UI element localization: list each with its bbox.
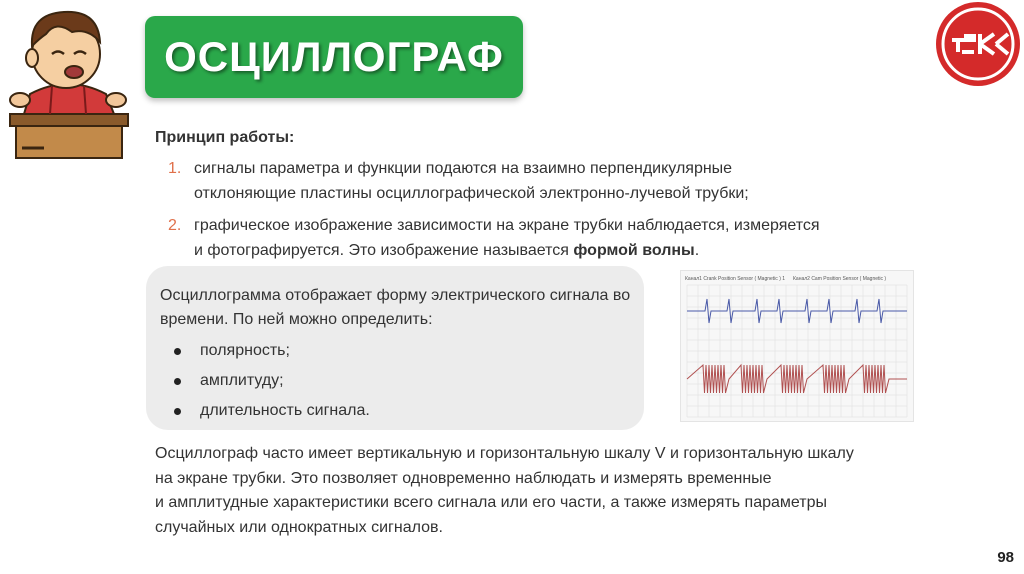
mascot-illustration [2,2,142,162]
page-number: 98 [997,549,1014,566]
list-item-text: . [694,242,700,259]
brand-logo [934,0,1022,88]
list-number: 2. [168,217,182,234]
bullet-icon [174,378,181,385]
description-paragraph [155,442,935,540]
paragraph-line: и амплитудные характеристики всего сигнала или его части, а также измерять параметры [155,494,827,511]
page-title: ОСЦИЛЛОГРАФ [164,33,504,80]
list-item-line: отклоняющие пластины осциллографической электронно-лучевой трубки; [194,185,749,202]
callout-bullet-list [174,336,370,426]
paragraph-line: на экране трубки. Это позволяет одновременно наблюдать и измерять временные [155,469,772,487]
list-item-text: и фотографируется. Это изображение называется [194,242,574,259]
paragraph-line: Осциллограф часто имеет вертикальную и горизонтальную шкалу V и горизонтальную шкалу [155,445,854,462]
bullet-icon [174,408,181,415]
oscillogram-callout [146,266,644,430]
title-banner [145,16,523,98]
principle-list [168,156,928,270]
bullet-text: амплитуду; [200,372,284,389]
principle-heading: Принцип работы: [155,129,295,146]
scope-header-right: Канал2 Cam Position Sensor ( Magnetic ) [793,276,887,282]
bullet-icon [174,348,181,355]
bullet-item [174,336,370,366]
callout-intro: Осциллограмма отображает форму электрического сигнала во времени. По ней можно определить: [160,287,631,328]
bullet-item [174,396,370,426]
paragraph-line: случайных или однократных сигналов. [155,518,443,536]
scope-header-left: Канал1 Crank Position Sensor ( Magnetic ) 1 [685,276,786,282]
list-item [168,156,928,206]
list-number: 1. [168,160,182,177]
list-item [168,213,928,263]
bullet-text: полярность; [200,342,290,359]
waveform-term: формой волны [573,242,695,259]
list-item-line: графическое изображение зависимости на экране трубки наблюдается, измеряется [194,217,820,234]
list-item-line [194,238,928,263]
list-item-line: сигналы параметра и функции подаются на взаимно перпендикулярные [194,160,733,177]
scope-grid [687,285,907,417]
bullet-text: длительность сигнала. [200,402,370,419]
oscillogram-image [680,270,914,422]
bullet-item [174,366,370,396]
